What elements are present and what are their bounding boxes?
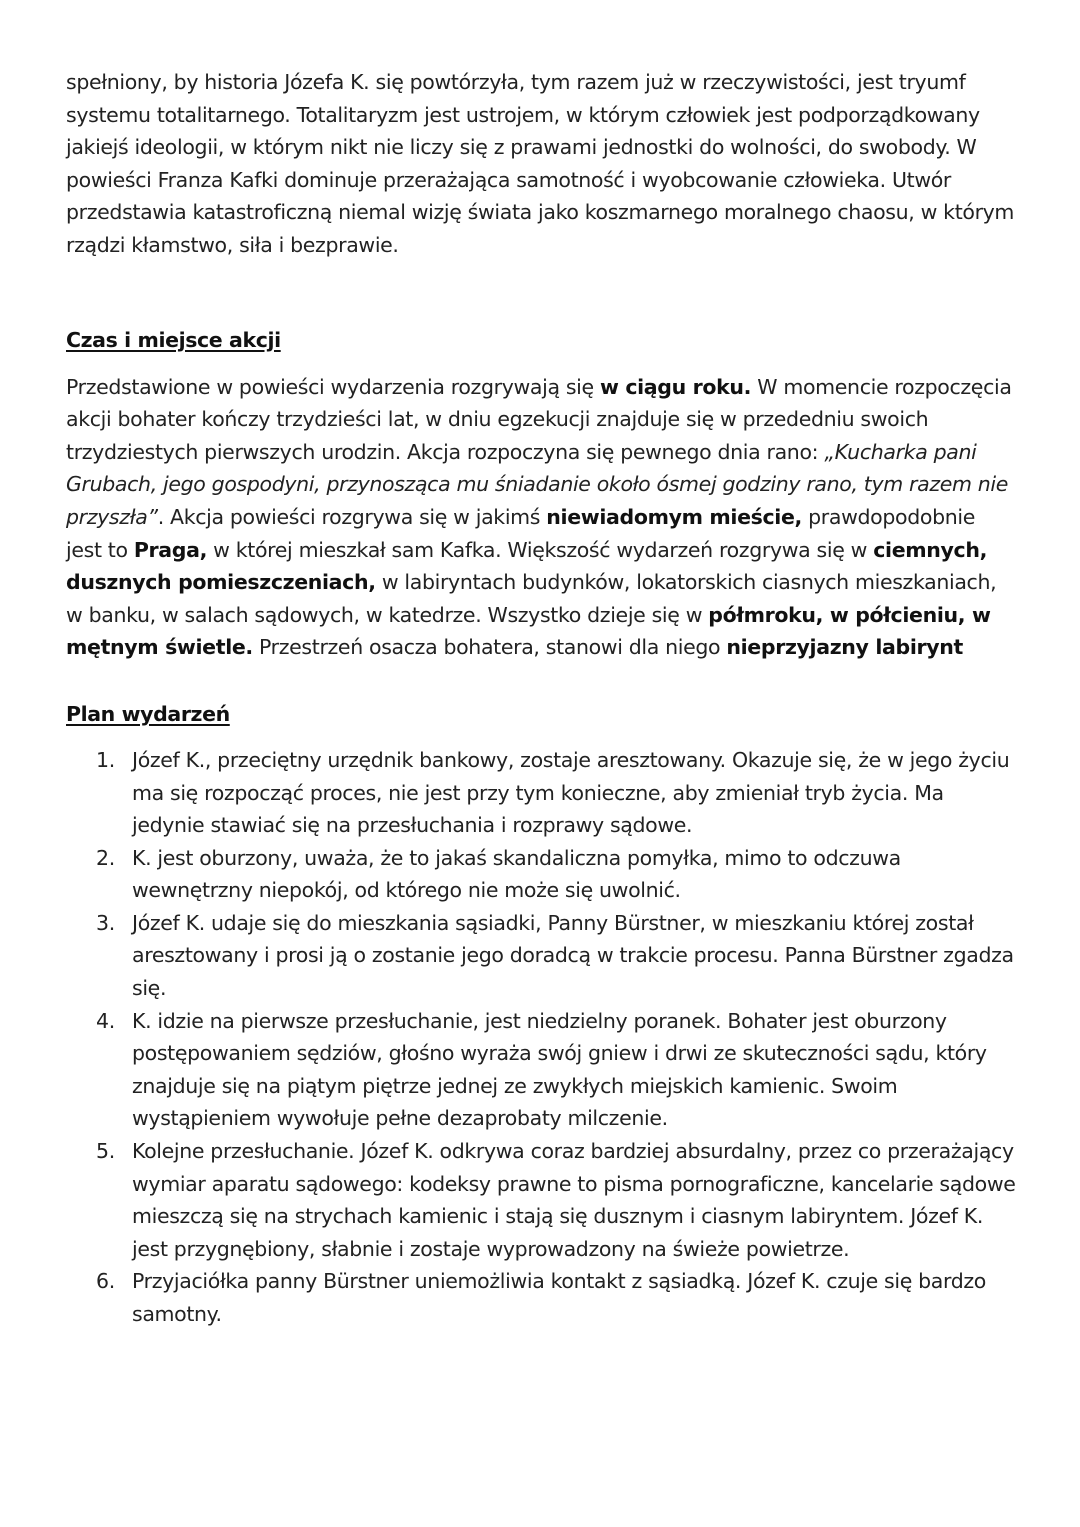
item-text: Kolejne przesłuchanie. Józef K. odkrywa coraz bardziej absurdalny, przez co przerażający wymiar aparatu sądowego: kodeksy prawne to pisma pornograficzne, kancelarie sądowe mieszczą się na strychach kamienic i stają się dusznym i ciasnym labiryntem. Józef K. jest przygnębiony, słabnie i zostaje wyprowadzony na świeże powietrze. — [132, 1139, 1016, 1261]
bold-phrase: Praga, — [133, 537, 208, 562]
bold-phrase: w ciągu roku. — [599, 374, 752, 399]
item-text: K. jest oburzony, uważa, że to jakaś skandaliczna pomyłka, mimo to odczuwa wewnętrzny niepokój, od którego nie może się uwolnić. — [132, 845, 901, 903]
text-run: prawdopodobnie jest to — [66, 504, 975, 562]
text-run: . Akcja powieści rozgrywa się w jakimś — [157, 504, 547, 529]
item-number: 5. — [96, 1139, 115, 1164]
text-run: Przedstawione w powieści wydarzenia rozgrywają się — [66, 374, 600, 399]
list-item — [66, 1005, 1016, 1135]
text-run: w której mieszkał sam Kafka. Większość wydarzeń rozgrywa się w — [207, 537, 874, 562]
list-item — [66, 744, 1016, 842]
intro-text: spełniony, by historia Józefa K. się powtórzyła, tym razem już w rzeczywistości, jest tryumf systemu totalitarnego. Totalitaryzm jest ustrojem, w którym człowiek jest podporządkowany jakiejś ideologii, w którym nikt nie liczy się z prawami jednostki do wolności, do swobody. W powieści Franza Kafki dominuje przerażająca samotność i wyobcowanie człowieka. Utwór przedstawia katastroficzną niemal wizję świata jako koszmarnego moralnego chaosu, w którym rządzi kłamstwo, siła i bezprawie. — [66, 70, 1015, 257]
bold-phrase: ciemnych, dusznych pomieszczeniach, — [66, 537, 988, 595]
czas-paragraph — [66, 371, 1016, 664]
item-text: K. idzie na pierwsze przesłuchanie, jest niedzielny poranek. Bohater jest oburzony postępowaniem sędziów, głośno wyraża swój gniew i drwi ze skuteczności sądu, który znajduje się na piątym piętrze jednej ze zwykłych miejskich kamienic. Swoim wystąpieniem wywołuje pełne dezaprobaty milczenie. — [132, 1008, 987, 1131]
section-heading-plan: Plan wydarzeń — [66, 701, 230, 726]
text-run: Przestrzeń osacza bohatera, stanowi dla niego — [252, 635, 727, 660]
bold-phrase: półmroku, w półcieniu, w mętnym świetle. — [66, 602, 991, 660]
item-text: Przyjaciółka panny Bürstner uniemożliwia kontakt z sąsiadką. Józef K. czuje się bardzo samotny. — [132, 1269, 986, 1326]
section-heading-czas: Czas i miejsce akcji — [66, 327, 281, 352]
bold-phrase: nieprzyjazny labirynt — [726, 635, 963, 660]
intro-paragraph — [66, 66, 1016, 262]
document-page — [66, 66, 1016, 1331]
item-number: 1. — [96, 747, 115, 772]
list-item — [66, 842, 1016, 907]
item-number: 6. — [96, 1269, 115, 1294]
list-item — [66, 1265, 1016, 1330]
item-text: Józef K. udaje się do mieszkania sąsiadki, Panny Bürstner, w mieszkaniu której został aresztowany i prosi ją o zostanie jego doradcą w trakcie procesu. Panna Bürstner zgadza się. — [132, 910, 1014, 1001]
text-run: w labiryntach budynków, lokatorskich ciasnych mieszkaniach, w banku, w salach sądowych, w katedrze. Wszystko dzieje się w — [66, 570, 997, 627]
item-text: Józef K., przeciętny urzędnik bankowy, zostaje aresztowany. Okazuje się, że w jego życiu ma się rozpocząć proces, nie jest przy tym konieczne, aby zmieniał tryb życia. Ma jedynie stawiać się na przesłuchania i rozprawy sądowe. — [132, 747, 1010, 838]
item-number: 3. — [96, 910, 115, 935]
list-item — [66, 907, 1016, 1005]
bold-phrase: niewiadomym mieście, — [546, 504, 802, 529]
list-item — [66, 1135, 1016, 1265]
text-run: W momencie rozpoczęcia akcji bohater kończy trzydzieści lat, w dniu egzekucji znajduje się w przededniu swoich trzydziestych pierwszych urodzin. Akcja rozpoczyna się pewnego dnia rano: — [66, 374, 1012, 464]
item-number: 2. — [96, 845, 115, 870]
item-number: 4. — [96, 1008, 115, 1033]
quote-italic: „Kucharka pani Grubach, jego gospodyni, przynosząca mu śniadanie około ósmej godziny rano, tym razem nie przyszła” — [66, 439, 1009, 529]
events-list — [66, 744, 1016, 1331]
